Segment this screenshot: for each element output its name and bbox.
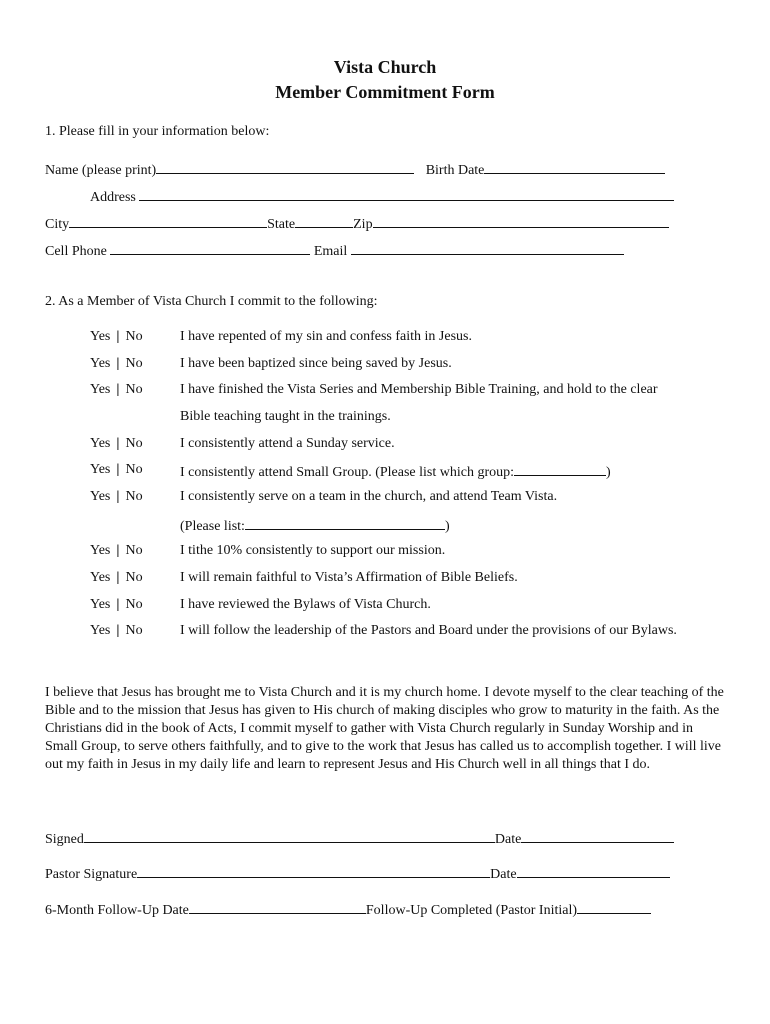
yes-no-1 <box>90 328 143 346</box>
pastor-initial-field[interactable] <box>577 899 651 914</box>
commitment-8: I will remain faithful to Vista’s Affirmation of Bible Beliefs. <box>180 570 518 585</box>
zip-label: Zip <box>353 217 373 232</box>
form-title-church: Vista Church <box>333 57 437 77</box>
state-label: State <box>267 217 296 232</box>
pastor-signature-field[interactable] <box>137 863 490 878</box>
address-row <box>90 186 674 207</box>
section2-heading: 2. As a Member of Vista Church I commit to the following: <box>45 294 378 309</box>
separator: | <box>116 623 120 638</box>
no-option[interactable]: No <box>125 623 143 638</box>
name-row <box>45 159 665 180</box>
signed-date-field[interactable] <box>521 828 674 843</box>
yes-no-10 <box>90 622 143 640</box>
commitment-6: I consistently serve on a team in the church, and attend Team Vista. <box>180 489 558 504</box>
yes-option[interactable]: Yes <box>90 597 111 612</box>
signed-row <box>45 828 674 849</box>
close-paren: ) <box>606 465 611 480</box>
no-option[interactable]: No <box>125 597 143 612</box>
separator: | <box>116 597 120 612</box>
close-paren: ) <box>444 519 450 534</box>
yes-no-6 <box>90 488 143 506</box>
zip-field[interactable] <box>373 213 669 228</box>
commitment-10: I will follow the leadership of the Pastors and Board under the provisions of our Bylaws. <box>180 623 677 638</box>
pastor-signature-label: Pastor Signature <box>45 867 138 882</box>
email-field[interactable] <box>351 240 624 255</box>
yes-option[interactable]: Yes <box>90 623 111 638</box>
separator: | <box>116 570 120 585</box>
section1-heading: 1. Please fill in your information below: <box>45 124 270 139</box>
no-option[interactable]: No <box>125 356 143 371</box>
commitment-statement: I believe that Jesus has brought me to Vista Church and it is my church home. I devote myself to the clear teaching of the Bible and to the mission that Jesus has given to His church of making disciples who grow to maturity in the faith. As the Christians did in the book of Acts, I commit myself to gather with Vista Church regularly in Sunday Worship and in Small Group, to serve others faithfully, and to give to the work that Jesus has called us to accomplish together. I will live out my faith in Jesus in my daily life and learn to represent Jesus and His Church well in all things that I do. <box>45 685 724 772</box>
birth-date-label: Birth Date <box>425 163 485 178</box>
yes-no-9 <box>90 596 143 614</box>
cell-phone-label: Cell Phone <box>45 244 107 259</box>
commitment-5 <box>180 461 611 482</box>
signed-date-label: Date <box>494 832 522 847</box>
no-option[interactable]: No <box>125 382 143 397</box>
commitment-5-text: I consistently attend Small Group. (Please list which group: <box>180 465 515 480</box>
yes-no-2 <box>90 355 143 373</box>
no-option[interactable]: No <box>125 462 143 477</box>
address-label: Address <box>90 190 136 205</box>
yes-option[interactable]: Yes <box>90 543 111 558</box>
city-label: City <box>45 217 70 232</box>
yes-no-4 <box>90 435 143 453</box>
signed-label: Signed <box>45 832 84 847</box>
commitment-1: I have repented of my sin and confess faith in Jesus. <box>180 329 472 344</box>
form-title: Member Commitment Form <box>275 82 495 102</box>
no-option[interactable]: No <box>125 489 143 504</box>
pastor-date-label: Date <box>490 867 517 882</box>
yes-option[interactable]: Yes <box>90 570 111 585</box>
cell-phone-field[interactable] <box>110 240 310 255</box>
birth-date-field[interactable] <box>484 159 665 174</box>
commitment-3-continuation: Bible teaching taught in the trainings. <box>180 409 391 424</box>
commitment-2: I have been baptized since being saved by Jesus. <box>180 356 452 371</box>
commitment-7: I tithe 10% consistently to support our mission. <box>180 543 446 558</box>
followup-date-label: 6-Month Follow-Up Date <box>45 903 189 918</box>
yes-option[interactable]: Yes <box>90 356 111 371</box>
commitment-6-continuation <box>180 515 450 536</box>
yes-option[interactable]: Yes <box>90 329 111 344</box>
commitment-4: I consistently attend a Sunday service. <box>180 436 395 451</box>
city-field[interactable] <box>69 213 267 228</box>
separator: | <box>116 329 120 344</box>
name-field[interactable] <box>156 159 414 174</box>
pastor-date-field[interactable] <box>517 863 670 878</box>
separator: | <box>116 382 120 397</box>
pastor-signature-row <box>45 863 670 884</box>
separator: | <box>116 489 120 504</box>
yes-option[interactable]: Yes <box>90 489 111 504</box>
no-option[interactable]: No <box>125 436 143 451</box>
separator: | <box>116 462 120 477</box>
yes-option[interactable]: Yes <box>90 462 111 477</box>
contact-row <box>45 240 624 261</box>
no-option[interactable]: No <box>125 329 143 344</box>
yes-no-8 <box>90 569 143 587</box>
small-group-field[interactable] <box>514 461 606 476</box>
commitment-9: I have reviewed the Bylaws of Vista Church. <box>180 597 431 612</box>
yes-no-3 <box>90 381 143 399</box>
address-field[interactable] <box>139 186 674 201</box>
no-option[interactable]: No <box>125 543 143 558</box>
yes-no-5 <box>90 461 143 479</box>
yes-no-7 <box>90 542 143 560</box>
yes-option[interactable]: Yes <box>90 436 111 451</box>
followup-completed-label: Follow-Up Completed (Pastor Initial) <box>365 903 578 918</box>
please-list-label: (Please list: <box>180 519 245 534</box>
signed-field[interactable] <box>84 828 495 843</box>
city-row <box>45 213 669 234</box>
separator: | <box>116 356 120 371</box>
email-label: Email <box>313 244 348 259</box>
name-label: Name (please print) <box>45 163 157 178</box>
commitment-3: I have finished the Vista Series and Membership Bible Training, and hold to the clear <box>180 382 658 397</box>
no-option[interactable]: No <box>125 570 143 585</box>
separator: | <box>116 543 120 558</box>
separator: | <box>116 436 120 451</box>
followup-row <box>45 899 651 920</box>
followup-date-field[interactable] <box>189 899 366 914</box>
yes-option[interactable]: Yes <box>90 382 111 397</box>
team-list-field[interactable] <box>245 515 445 530</box>
state-field[interactable] <box>295 213 353 228</box>
